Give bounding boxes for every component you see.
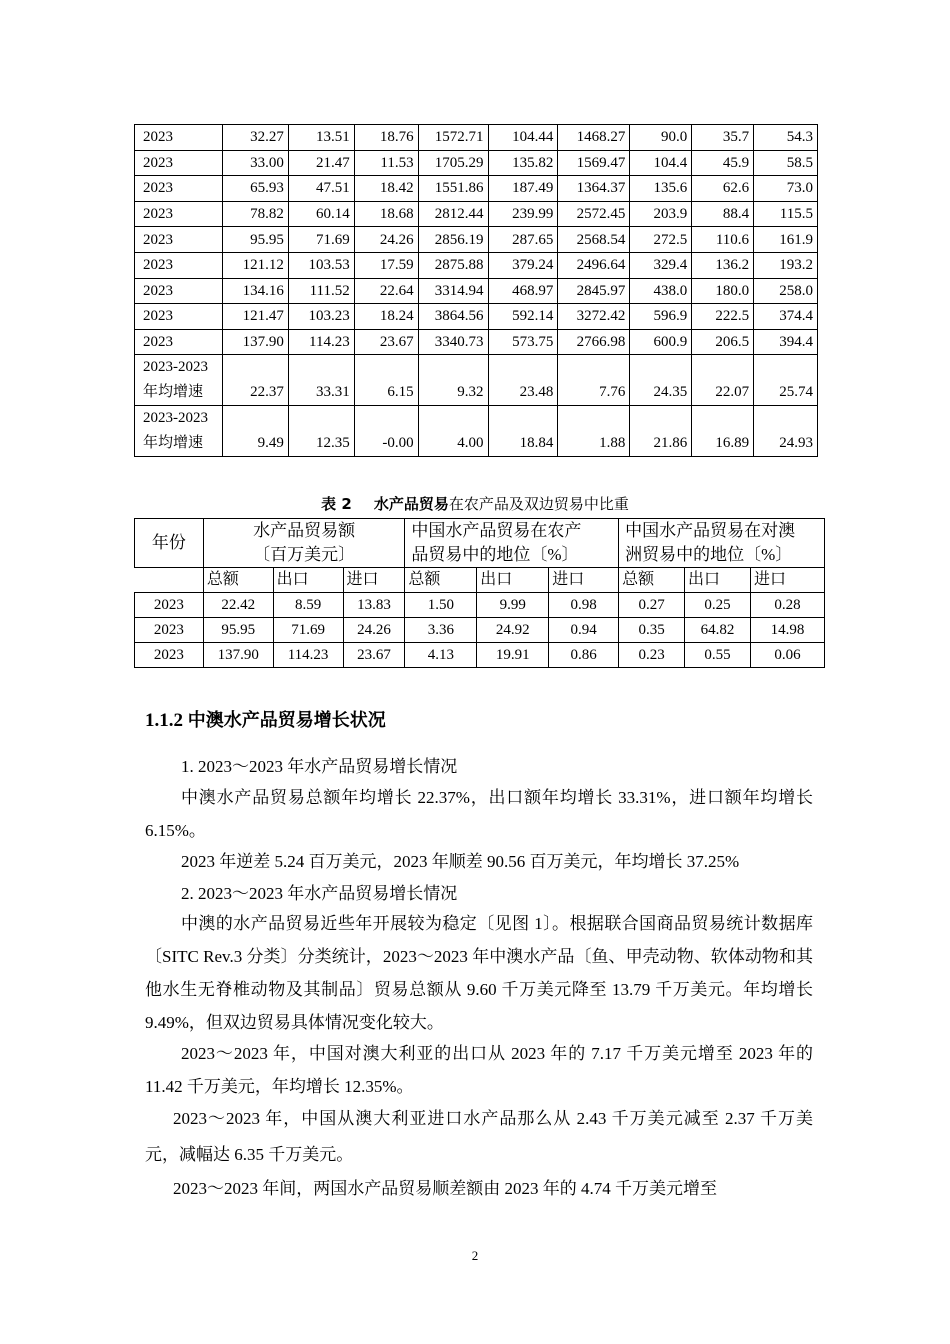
table-row [135, 227, 818, 253]
value-cell: 136.2 [692, 252, 754, 278]
year-cell: 2023 [135, 201, 223, 227]
paragraph-3: 中澳的水产品贸易近些年开展较为稳定〔见图 1〕。根据联合国商品贸易统计数据库〔SITC Rev.3 分类〕分类统计，2023～2023 年中澳水产品〔鱼、甲壳动物、软体动物和其他水生无脊椎动物及其制品〕贸易总额从 9.60 千万美元降至 13.79 千万美元。年均增长 9.49%，但双边贸易具体情况变化较大。 [145, 914, 813, 1032]
value-cell: 3272.42 [558, 304, 630, 330]
value-cell: 0.55 [685, 643, 751, 668]
value-cell: 1569.47 [558, 150, 630, 176]
value-cell: 600.9 [630, 329, 692, 355]
subheader-cell: 出口 [685, 568, 751, 593]
value-cell: 25.74 [754, 355, 818, 406]
value-cell: 58.5 [754, 150, 818, 176]
value-cell: 121.12 [222, 252, 288, 278]
value-cell: 0.25 [685, 593, 751, 618]
value-cell: 47.51 [288, 176, 354, 202]
subheader-cell: 进口 [549, 568, 619, 593]
value-cell: 0.06 [750, 643, 824, 668]
subheader-cell: 总额 [619, 568, 685, 593]
value-cell: 17.59 [354, 252, 418, 278]
value-cell: 137.90 [222, 329, 288, 355]
value-cell: 374.4 [754, 304, 818, 330]
value-cell: 24.93 [754, 406, 818, 457]
value-cell: 65.93 [222, 176, 288, 202]
header-blank [135, 568, 204, 593]
value-cell: 71.69 [288, 227, 354, 253]
table-1 [134, 124, 818, 457]
value-cell: 2572.45 [558, 201, 630, 227]
year-cell: 2023 [135, 304, 223, 330]
value-cell: 9.32 [418, 355, 488, 406]
value-cell: 24.35 [630, 355, 692, 406]
value-cell: 9.49 [222, 406, 288, 457]
value-cell: 468.97 [488, 278, 558, 304]
value-cell: 0.86 [549, 643, 619, 668]
year-cell: 2023 [135, 329, 223, 355]
year-cell: 2023 [135, 278, 223, 304]
subheader-cell: 进口 [750, 568, 824, 593]
value-cell: 1705.29 [418, 150, 488, 176]
value-cell: 135.6 [630, 176, 692, 202]
subheader-cell: 出口 [273, 568, 343, 593]
value-cell: 23.67 [354, 329, 418, 355]
section-heading: 1.1.2 中澳水产品贸易增长状况 [145, 710, 386, 731]
caption-title-bold: 水产品贸易 [373, 495, 449, 513]
value-cell: 104.44 [488, 125, 558, 151]
value-cell: 95.95 [203, 618, 273, 643]
value-cell: 3314.94 [418, 278, 488, 304]
value-cell: 1364.37 [558, 176, 630, 202]
header-agri-share: 中国水产品贸易在农产 品贸易中的地位〔%〕 [405, 519, 619, 568]
value-cell: 3864.56 [418, 304, 488, 330]
table-row [135, 150, 818, 176]
table-row [135, 593, 825, 618]
table-row [135, 304, 818, 330]
value-cell: 19.91 [477, 643, 549, 668]
value-cell: 78.82 [222, 201, 288, 227]
caption-title-rest: 在农产品及双边贸易中比重 [448, 497, 629, 513]
value-cell: 21.86 [630, 406, 692, 457]
value-cell: 0.35 [619, 618, 685, 643]
value-cell: 0.23 [619, 643, 685, 668]
value-cell: 32.27 [222, 125, 288, 151]
value-cell: 222.5 [692, 304, 754, 330]
value-cell: 24.92 [477, 618, 549, 643]
value-cell: 0.98 [549, 593, 619, 618]
value-cell: 12.35 [288, 406, 354, 457]
paragraph-4: 2023～2023 年，中国对澳大利亚的出口从 2023 年的 7.17 千万美元增至 2023 年的 11.42 千万美元，年均增长 12.35%。 [145, 1044, 813, 1096]
value-cell: 3340.73 [418, 329, 488, 355]
value-cell: 287.65 [488, 227, 558, 253]
value-cell: 203.9 [630, 201, 692, 227]
value-cell: 329.4 [630, 252, 692, 278]
value-cell: 438.0 [630, 278, 692, 304]
value-cell: 193.2 [754, 252, 818, 278]
subheader-cell: 进口 [343, 568, 405, 593]
value-cell: 272.5 [630, 227, 692, 253]
value-cell: 573.75 [488, 329, 558, 355]
table-row [135, 643, 825, 668]
value-cell: 18.68 [354, 201, 418, 227]
value-cell: 4.00 [418, 406, 488, 457]
value-cell: 103.53 [288, 252, 354, 278]
table-row [135, 201, 818, 227]
header-trade-amount: 水产品贸易额 〔百万美元〕 [203, 519, 405, 568]
table-row [135, 329, 818, 355]
value-cell: 22.37 [222, 355, 288, 406]
value-cell: 6.15 [354, 355, 418, 406]
value-cell: 110.6 [692, 227, 754, 253]
table-row [135, 278, 818, 304]
value-cell: 18.76 [354, 125, 418, 151]
paragraph-6: 2023～2023 年间，两国水产品贸易顺差额由 2023 年的 4.74 千万美元增至 [173, 1179, 717, 1198]
year-cell: 2023 [135, 618, 204, 643]
value-cell: 33.00 [222, 150, 288, 176]
value-cell: 2568.54 [558, 227, 630, 253]
value-cell: 64.82 [685, 618, 751, 643]
value-cell: 23.67 [343, 643, 405, 668]
value-cell: -0.00 [354, 406, 418, 457]
value-cell: 9.99 [477, 593, 549, 618]
value-cell: 7.76 [558, 355, 630, 406]
table-row [135, 125, 818, 151]
value-cell: 16.89 [692, 406, 754, 457]
table-row [135, 176, 818, 202]
value-cell: 2845.97 [558, 278, 630, 304]
value-cell: 2875.88 [418, 252, 488, 278]
year-cell: 2023 [135, 227, 223, 253]
value-cell: 596.9 [630, 304, 692, 330]
value-cell: 45.9 [692, 150, 754, 176]
value-cell: 592.14 [488, 304, 558, 330]
value-cell: 23.48 [488, 355, 558, 406]
year-cell: 2023 [135, 150, 223, 176]
value-cell: 137.90 [203, 643, 273, 668]
value-cell: 4.13 [405, 643, 477, 668]
value-cell: 60.14 [288, 201, 354, 227]
value-cell: 33.31 [288, 355, 354, 406]
value-cell: 88.4 [692, 201, 754, 227]
value-cell: 18.84 [488, 406, 558, 457]
value-cell: 1.50 [405, 593, 477, 618]
value-cell: 103.23 [288, 304, 354, 330]
value-cell: 22.42 [203, 593, 273, 618]
value-cell: 24.26 [354, 227, 418, 253]
value-cell: 14.98 [750, 618, 824, 643]
table-row [135, 252, 818, 278]
value-cell: 1572.71 [418, 125, 488, 151]
header-australia-share: 中国水产品贸易在对澳 洲贸易中的地位〔%〕 [619, 519, 825, 568]
value-cell: 22.64 [354, 278, 418, 304]
value-cell: 35.7 [692, 125, 754, 151]
value-cell: 258.0 [754, 278, 818, 304]
table-row-growth-rate [135, 406, 818, 457]
value-cell: 22.07 [692, 355, 754, 406]
value-cell: 121.47 [222, 304, 288, 330]
header-year: 年份 [135, 519, 204, 568]
value-cell: 206.5 [692, 329, 754, 355]
value-cell: 18.42 [354, 176, 418, 202]
value-cell: 379.24 [488, 252, 558, 278]
value-cell: 95.95 [222, 227, 288, 253]
value-cell: 24.26 [343, 618, 405, 643]
value-cell: 115.5 [754, 201, 818, 227]
year-cell: 2023 [135, 593, 204, 618]
value-cell: 73.0 [754, 176, 818, 202]
value-cell: 54.3 [754, 125, 818, 151]
year-cell: 2023 [135, 125, 223, 151]
value-cell: 2766.98 [558, 329, 630, 355]
value-cell: 90.0 [630, 125, 692, 151]
value-cell: 1.88 [558, 406, 630, 457]
value-cell: 134.16 [222, 278, 288, 304]
value-cell: 13.83 [343, 593, 405, 618]
value-cell: 2496.64 [558, 252, 630, 278]
year-cell: 2023 [135, 643, 204, 668]
subheader-cell: 总额 [203, 568, 273, 593]
value-cell: 2856.19 [418, 227, 488, 253]
paragraph-1: 中澳水产品贸易总额年均增长 22.37%，出口额年均增长 33.31%，进口额年均增长 6.15%。 [145, 788, 813, 840]
value-cell: 11.53 [354, 150, 418, 176]
paragraph-subhead-2: 2. 2023～2023 年水产品贸易增长情况 [181, 884, 458, 903]
caption-number: 表 2 [321, 495, 352, 513]
value-cell: 0.28 [750, 593, 824, 618]
value-cell: 0.94 [549, 618, 619, 643]
table-2-caption [0, 494, 950, 515]
value-cell: 394.4 [754, 329, 818, 355]
year-cell: 2023 [135, 176, 223, 202]
value-cell: 187.49 [488, 176, 558, 202]
value-cell: 8.59 [273, 593, 343, 618]
paragraph-subhead-1: 1. 2023～2023 年水产品贸易增长情况 [181, 757, 458, 776]
value-cell: 180.0 [692, 278, 754, 304]
value-cell: 1551.86 [418, 176, 488, 202]
value-cell: 2812.44 [418, 201, 488, 227]
period-cell: 2023-2023 年均增速 [135, 406, 223, 457]
value-cell: 114.23 [288, 329, 354, 355]
table-2 [134, 518, 825, 668]
value-cell: 111.52 [288, 278, 354, 304]
paragraph-5: 2023～2023 年，中国从澳大利亚进口水产品那么从 2.43 千万美元减至 2.37 千万美元，减幅达 6.35 千万美元。 [145, 1109, 813, 1164]
value-cell: 1468.27 [558, 125, 630, 151]
table-row [135, 618, 825, 643]
subheader-cell: 出口 [477, 568, 549, 593]
value-cell: 62.6 [692, 176, 754, 202]
value-cell: 161.9 [754, 227, 818, 253]
value-cell: 18.24 [354, 304, 418, 330]
table-row-growth-rate [135, 355, 818, 406]
paragraph-2: 2023 年逆差 5.24 百万美元，2023 年顺差 90.56 百万美元，年均增长 37.25% [181, 852, 740, 871]
value-cell: 104.4 [630, 150, 692, 176]
value-cell: 21.47 [288, 150, 354, 176]
subheader-cell: 总额 [405, 568, 477, 593]
value-cell: 114.23 [273, 643, 343, 668]
year-cell: 2023 [135, 252, 223, 278]
period-cell: 2023-2023 年均增速 [135, 355, 223, 406]
value-cell: 0.27 [619, 593, 685, 618]
value-cell: 13.51 [288, 125, 354, 151]
value-cell: 71.69 [273, 618, 343, 643]
value-cell: 3.36 [405, 618, 477, 643]
page-number: 2 [471, 1248, 479, 1263]
value-cell: 135.82 [488, 150, 558, 176]
value-cell: 239.99 [488, 201, 558, 227]
